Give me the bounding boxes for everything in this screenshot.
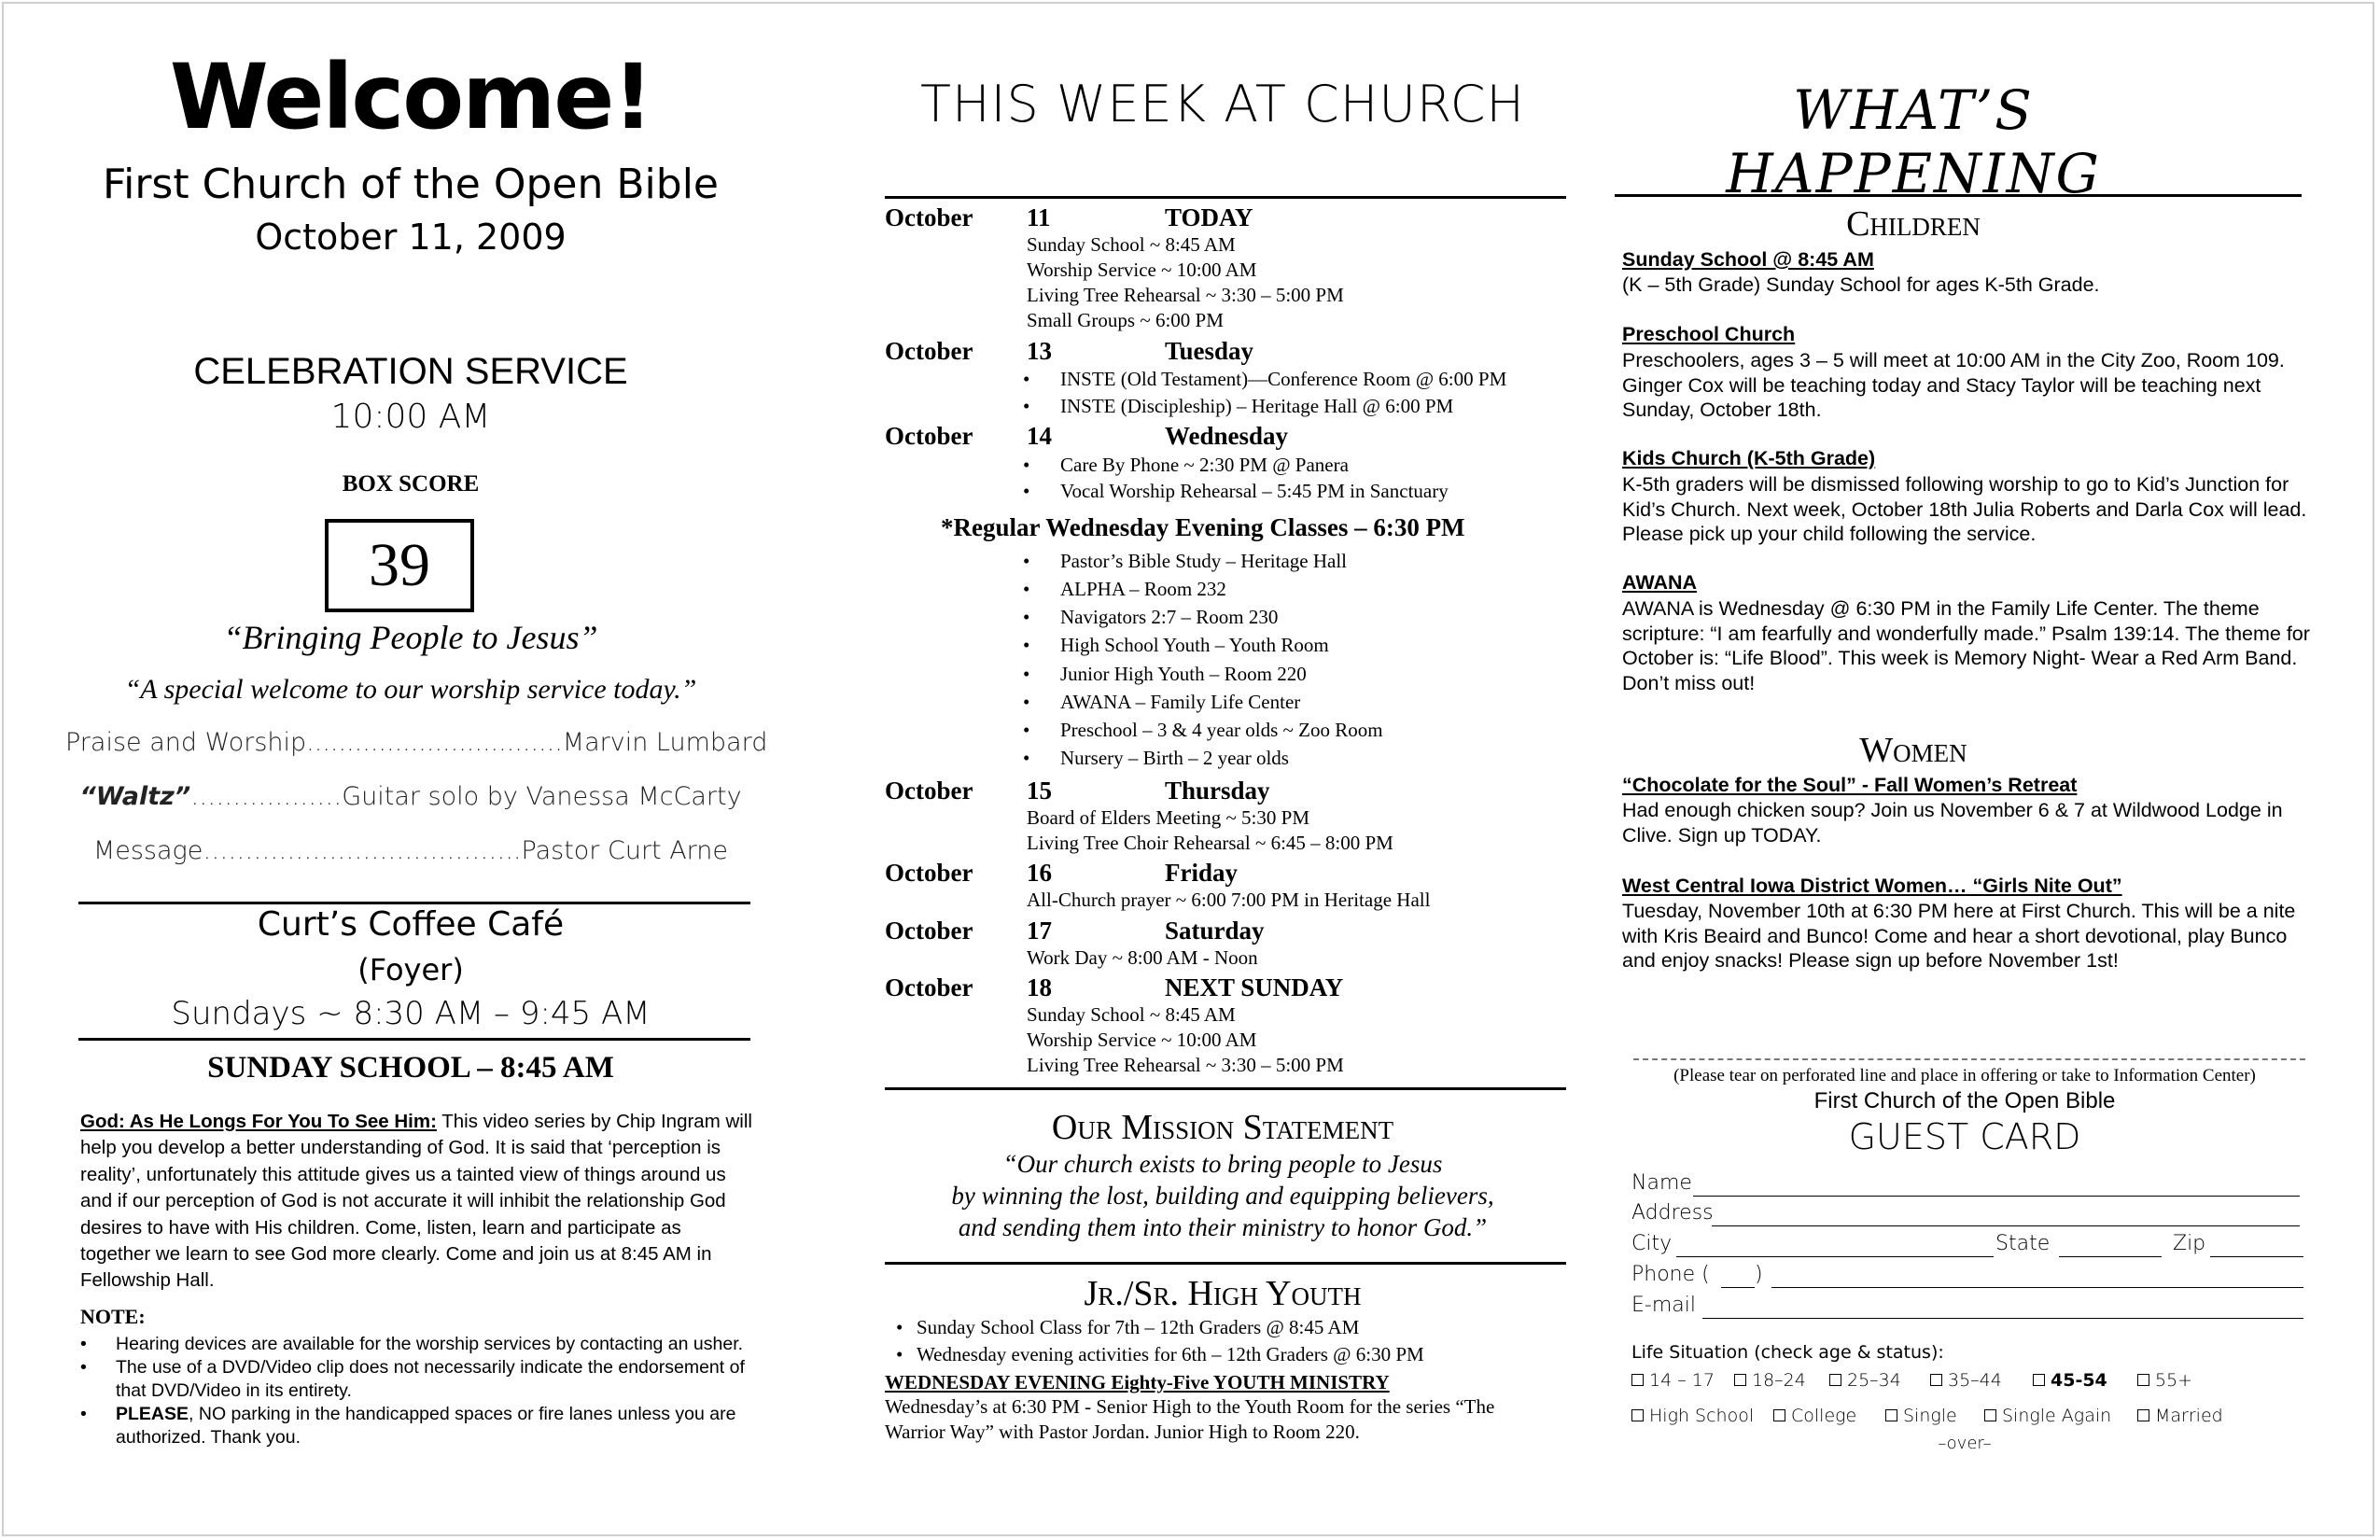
divider (1615, 194, 2302, 197)
welcome-heading: Welcome! (169, 45, 652, 149)
women-item-text: Tuesday, November 10th at 6:30 PM here at First Church. This will be a nite with Kris Beaird and Bunco! Come and hear a short devotional, play Bunco and enjoy snacks! Please sign up before November 1st! (1622, 900, 2296, 972)
service-title: CELEBRATION SERVICE (193, 351, 628, 392)
event-item: Sunday School ~ 8:45 AM (1027, 1003, 1236, 1026)
event-item: Board of Elders Meeting ~ 5:30 PM (1027, 806, 1309, 829)
class-item: • AWANA – Family Life Center (1040, 691, 1280, 714)
class-item: • Junior High Youth – Room 220 (1040, 663, 1286, 686)
youth-item: • Wednesday evening activities for 6th – 12th Graders @ 6:30 PM (896, 1343, 1404, 1366)
event-item: All-Church prayer ~ 6:00 7:00 PM in Heritage Hall (1027, 889, 1431, 911)
status-checkbox[interactable]: Single Again (1984, 1406, 2111, 1426)
children-item-text: AWANA is Wednesday @ 6:30 PM in the Family Life Center. The theme scripture: “I am fearfully and wonderfully made.” Psalm 139:14. The theme for October is: “Life Blood”. This week is Memory Night- Wear a Red Arm Band. Don’t miss out! (1622, 597, 2310, 694)
note-label: NOTE: (80, 1305, 146, 1328)
email-field[interactable]: E-mail (1631, 1291, 2303, 1319)
class-item: • Preschool – 3 & 4 year olds ~ Zoo Room (1040, 719, 1363, 742)
women-item-title: “Chocolate for the Soul” - Fall Women’s Retreat (1622, 774, 2078, 796)
divider (885, 1087, 1566, 1090)
program-item-leader: ………………Guitar solo by Vanessa McCarty (190, 782, 742, 811)
notes-list (80, 1333, 752, 1449)
phone-field[interactable]: Phone ( ) (1631, 1260, 2303, 1288)
youth-ministry-text: Wednesday’s at 6:30 PM - Senior High to the Youth Room for the series “The Warrior Way” with Pastor Jordan. Junior High to Room 220. (885, 1395, 1495, 1443)
women-title: Women (1859, 731, 1967, 770)
children-item-title: Preschool Church (1622, 323, 1796, 345)
class-item: • High School Youth – Youth Room (1040, 634, 1309, 657)
event-item: Small Groups ~ 6:00 PM (1027, 309, 1224, 331)
age-checkbox[interactable]: 14 – 17 (1631, 1370, 1715, 1391)
divider (885, 196, 1566, 199)
sunday-school-heading: SUNDAY SCHOOL – 8:45 AM (207, 1051, 614, 1085)
this-week-title: THIS WEEK AT CHURCH (919, 75, 1526, 133)
motto: “Bringing People to Jesus” (223, 619, 598, 656)
box-score-value: 39 (325, 519, 474, 612)
children-title: Children (1846, 204, 1981, 244)
event-item: • Vocal Worship Rehearsal – 5:45 PM in Sanctuary (1040, 480, 1428, 503)
youth-item: • Sunday School Class for 7th – 12th Graders @ 8:45 AM (896, 1316, 1338, 1339)
children-item-text: Preschoolers, ages 3 – 5 will meet at 10:00 AM in the City Zoo, Room 109. Ginger Cox will be teaching today and Stacy Taylor will be teaching next Sunday, October 18th. (1622, 349, 2285, 421)
guest-card-title: GUEST CARD (1848, 1116, 2081, 1157)
youth-ministry-title: WEDNESDAY EVENING Eighty-Five YOUTH MINISTRY (885, 1371, 1390, 1393)
sunday-school-description (80, 1109, 752, 1295)
children-item-title: Kids Church (K-5th Grade) (1622, 447, 1876, 469)
sunday-school-series-title: God: As He Longs For You To See Him: (80, 1111, 437, 1132)
status-checkbox[interactable]: College (1773, 1406, 1856, 1426)
event-item: Living Tree Choir Rehearsal ~ 6:45 – 8:00 PM (1027, 832, 1393, 854)
program-item-leader: ................................Marvin Lumbard (306, 728, 768, 757)
program-item-name: Praise and Worship (65, 728, 307, 757)
mission-line: and sending them into their ministry to honor God.” (958, 1213, 1488, 1241)
age-checkbox[interactable]: 45-54 (2033, 1370, 2107, 1391)
tear-note: (Please tear on perforated line and place in offering or take to Information Center) (1673, 1066, 2256, 1085)
event-item: Work Day ~ 8:00 AM - Noon (1027, 946, 1258, 969)
program-item-leader: ………………………………..Pastor Curt Arne (203, 836, 729, 865)
age-checkbox[interactable]: 35–44 (1930, 1370, 2002, 1391)
mission-title: Our Mission Statement (1051, 1108, 1394, 1147)
divider (78, 1038, 750, 1041)
cafe-title: Curt’s Coffee Café (257, 905, 565, 944)
cafe-hours: Sundays ~ 8:30 AM – 9:45 AM (171, 995, 651, 1032)
service-time: 10:00 AM (330, 398, 491, 436)
perforation-line (1633, 1058, 2305, 1060)
over-note: –over– (1938, 1434, 1992, 1453)
cafe-location: (Foyer) (357, 952, 464, 987)
event-item: Living Tree Rehearsal ~ 3:30 – 5:00 PM (1027, 1054, 1344, 1076)
class-item: • Navigators 2:7 – Room 230 (1040, 606, 1257, 629)
name-field[interactable]: Name (1631, 1169, 2303, 1197)
youth-title: Jr./Sr. High Youth (1084, 1274, 1362, 1313)
program-item-name: Message (92, 836, 203, 865)
guest-card-church: First Church of the Open Bible (1813, 1088, 2116, 1113)
event-item: • Care By Phone ~ 2:30 PM @ Panera (1040, 454, 1328, 477)
program-item (65, 728, 768, 757)
event-item: Worship Service ~ 10:00 AM (1027, 259, 1257, 281)
note-item: • Hearing devices are available for the worship services by contacting an usher. (80, 1333, 752, 1356)
life-situation-label: Life Situation (check age & status): (1631, 1342, 1944, 1363)
age-checkbox[interactable]: 18–24 (1734, 1370, 1806, 1391)
program-item-name: “Waltz” (79, 782, 191, 811)
divider (885, 1262, 1566, 1265)
program-item (65, 836, 756, 865)
women-item-text: Had enough chicken soup? Join us November 6 & 7 at Wildwood Lodge in Clive. Sign up TODAY. (1622, 799, 2283, 847)
divider (78, 902, 750, 904)
class-item: • Nursery – Birth – 2 year olds (1040, 747, 1268, 770)
note-item: • PLEASE, NO parking in the handicapped spaces or fire lanes unless you are authorized. Thank you. (80, 1403, 752, 1449)
welcome-line: “A special welcome to our worship service today.” (124, 674, 697, 705)
women-item-title: West Central Iowa District Women… “Girls Nite Out” (1622, 875, 2122, 897)
right-column (1615, 0, 2310, 1540)
status-checkbox[interactable]: High School (1631, 1406, 1754, 1426)
class-item: • Pastor’s Bible Study – Heritage Hall (1040, 550, 1326, 573)
event-item: Living Tree Rehearsal ~ 3:30 – 5:00 PM (1027, 284, 1344, 306)
children-item-text: K-5th graders will be dismissed following worship to go to Kid’s Junction for Kid’s Church. Next week, October 18th Julia Roberts and Darla Cox will lead. Please pick up your child following the service. (1622, 473, 2307, 545)
event-item: Worship Service ~ 10:00 AM (1027, 1029, 1257, 1051)
age-checkbox[interactable]: 55+ (2137, 1370, 2192, 1391)
mission-line: by winning the lost, building and equipping believers, (951, 1182, 1494, 1210)
mission-line: “Our church exists to bring people to Jesus (1002, 1150, 1443, 1178)
address-field[interactable]: Address (1631, 1198, 2303, 1226)
program-item (65, 782, 756, 811)
children-item-text: (K – 5th Grade) Sunday School for ages K-5th Grade. (1622, 273, 2100, 296)
wednesday-classes-title: *Regular Wednesday Evening Classes – 6:30 PM (941, 513, 1465, 541)
note-item: • The use of a DVD/Video clip does not necessarily indicate the endorsement of that DVD/Video in its entirety. (80, 1356, 752, 1403)
children-item-title: Sunday School @ 8:45 AM (1622, 248, 1874, 271)
class-item: • ALPHA – Room 232 (1040, 578, 1206, 601)
middle-column: THIS WEEK AT CHURCH October 11 TODAY Sunday School ~ 8:45 AM Worship Service ~ 10:00 AM Living Tree Rehearsal ~ 3:30 – 5:00 PM Small Groups ~ 6:00 PM October 13 Tuesday • INSTE (Old Testament)—Conference Room @ 6:00 PM • INSTE (Discipleship) – Heritage Hall @ 6:00 PM October 14 Wednesday • Care By Phone ~ 2:30 PM @ Panera • Vocal Worship Rehearsal – 5:45 PM in Sanctuary *Regular Wednesday Evening Classes – 6:30 PM • Pastor’s Bible Study – Heritage Hall • ALPHA – Room 232 • Navigators 2:7 – Room 230 • High School Youth – Youth Room • Junior High Youth – Room 220 • AWANA – Family Life Center • Preschool – 3 & 4 year olds ~ Zoo Room • Nursery – Birth – 2 year olds October 15 Thursday Board of Elders Meeting ~ 5:30 PM Living Tree Choir Rehearsal ~ 6:45 – 8:00 PM October 16 Friday All-Church prayer ~ 6:00 7:00 PM in Heritage Hall October 17 Saturday Work Day ~ 8:00 AM - Noon October 18 NEXT SUNDAY Sunday School ~ 8:45 AM Worship Service ~ 10:00 AM Living Tree Rehearsal ~ 3:30 – 5:00 PM Our Mission Statement “Our church exists to bring people to Jesus by winning the lost, building and equipping believers, and sending them into their ministry to honor God.” Jr./Sr. High Youth • Sunday School Class for 7th – 12th Graders @ 8:45 AM • Wednesday evening activities for 6th – 12th Graders @ 6:30 PM WEDNESDAY EVENING Eighty-Five YOUTH MINISTRY Wednesday’s at 6:30 PM - Senior High to the Youth Room for the series “The Warrior Way” with Pastor Jordan. Junior High to Room 220. (877, 0, 1568, 1540)
event-item: Sunday School ~ 8:45 AM (1027, 233, 1236, 256)
church-name: First Church of the Open Bible (103, 161, 719, 208)
event-item: • INSTE (Old Testament)—Conference Room @ 6:00 PM (1040, 368, 1486, 391)
sunday-school-text: This video series by Chip Ingram will help you develop a better understanding of God. It is said that ‘perception is reality’, unfortunately this attitude gives us a tainted view of things around us and if our perception of God is not accurate it will inhibit the relationship God desires to have with His children. Come, listen, learn and participate as together we learn to see God more clearly. Come and join us at 8:45 AM in Fellowship Hall. (80, 1111, 752, 1292)
status-checkbox[interactable]: Single (1885, 1406, 1957, 1426)
city-state-zip-field[interactable]: City State Zip (1631, 1229, 2303, 1257)
box-score-label: BOX SCORE (342, 471, 480, 497)
status-checkbox[interactable]: Married (2137, 1406, 2223, 1426)
event-item: • INSTE (Discipleship) – Heritage Hall @ 6:00 PM (1040, 395, 1433, 418)
children-item-title: AWANA (1622, 571, 1698, 594)
whats-happening-title: WHAT’S HAPPENING (1726, 78, 2101, 205)
age-checkbox[interactable]: 25–34 (1829, 1370, 1901, 1391)
bulletin-date: October 11, 2009 (255, 217, 567, 258)
left-column (65, 0, 768, 1540)
